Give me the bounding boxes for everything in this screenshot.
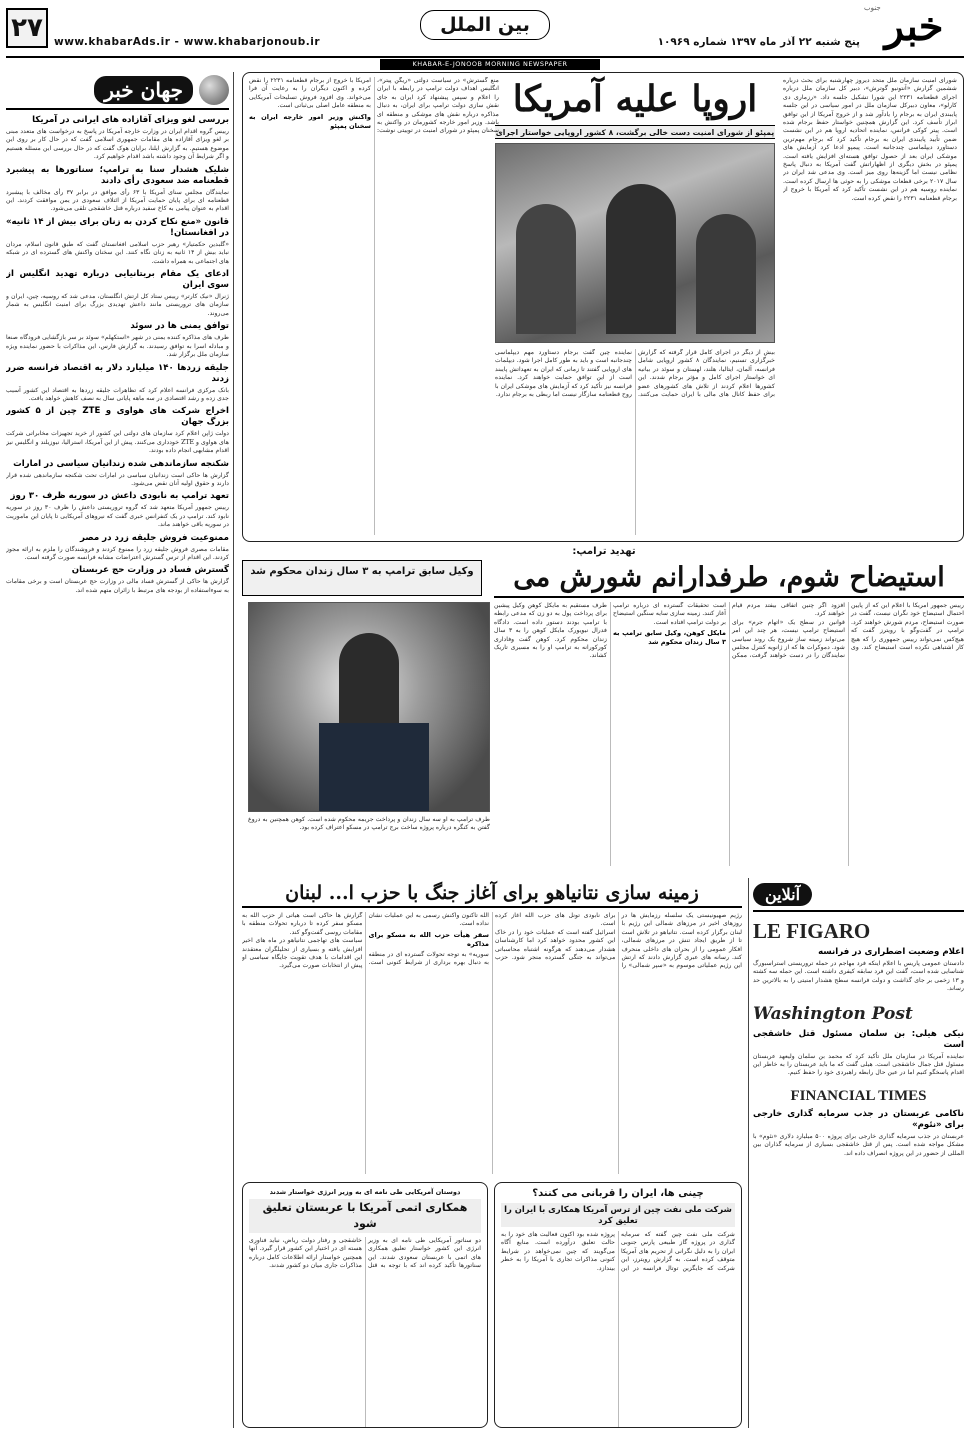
page-number-value: ۲۷ [11, 13, 43, 43]
logo-text: خبر [884, 3, 944, 50]
online-item-title: اعلام وضعیت اضطراری در فرانسه [818, 947, 964, 957]
nuclear-box [242, 1182, 488, 1428]
globe-icon [199, 75, 229, 105]
lead-subtitle: پمپئو از شورای امنیت دست خالی برگشت، ۸ کشور اروپایی خواستار اجرای [495, 125, 775, 139]
world-news-item [6, 269, 229, 318]
world-news-item-title: قانون «منع نکاح کردن به زنان برای بیش از ۱۴ ثانیه» در افغانستان! [6, 216, 229, 238]
nuclear-title: همکاری اتمی آمریکا با عربستان تعلیق شود [249, 1199, 481, 1233]
china-title: شرکت ملی نفت چین از ترس آمریکا همکاری با ایران را تعلیق کرد [501, 1203, 735, 1227]
online-item-source: LE FIGARO [753, 919, 871, 943]
trump-text-right [494, 602, 964, 866]
date-line: پنج شنبه ۲۲ آذر ماه ۱۳۹۷ شماره ۱۰۹۶۹ [657, 36, 860, 48]
section-title: بین الملل [420, 10, 550, 40]
world-news-item-title: ممنوعیت فروش جلیقه زرد در مصر [80, 532, 229, 543]
online-item [753, 1002, 964, 1078]
world-news-item-title: گسترش فساد در وزارت حج عربستان [71, 565, 229, 576]
world-news-item-title: توافق یمنی ها در سوئد [130, 321, 229, 332]
lebanon-col1: رژیم صهیونیستی یک سلسله رزمایش ها در روزهای اخیر در مرزهای شمالی این رژیم با لبنان برگزار کرده است. نتانیاهو در تلاش است تا از طریق ایجاد تنش در مرزهای شمالی، افکار عمومی را از بحران های داخلی منحرف کند. رسانه های عبری گزارش دادند که ارتش این رژیم عملیاتی موسوم به «سپر شمالی» را برای نابودی تونل های حزب الله آغاز کرده است. [495, 912, 742, 970]
online-item-source: Washington Post [753, 1003, 913, 1024]
nuclear-body: دو سناتور آمریکایی طی نامه ای به وزیر انرژی این کشور خواستار تعلیق همکاری های اتمی با عربستان سعودی شدند. این سناتورها تأکید کرده اند که با توجه به قتل خاشقجی و رفتار دولت ریاض، نباید فناوری هسته ای در اختیار این کشور قرار گیرد. آنها همچنین خواستار ارائه اطلاعات کامل درباره مذاکرات جاری میان دو کشور شدند. [249, 1237, 481, 1270]
lead-col-right-text: شورای امنیت سازمان ملل متحد دیروز چهارشنبه برای بحث درباره ششمین گزارش «آنتونیو گوترش»، دبیر کل سازمان ملل درباره اجرای قطعنامه ۲۲۳۱ این شورا تشکیل جلسه داد. «رزماری دی کارلو»، معاون دبیرکل سازمان ملل در امور سیاسی در این جلسه پایبندی ایران به برجام را یادآور شد و از خروج آمریکا از این توافق ابراز تأسف کرد. این گزارش همچنین خواستار حفظ برجام شده است. پیتر کوکی فرانس، نماینده اتحادیه اروپا هم در این نشست ضمن تأیید پایبندی ایران به برجام تأکید کرد که برجام مهم‌ترین دستاورد دیپلماسی چندجانبه است. پیمپو ادعا کرد آزمایش های موشکی ایران بعد از حصول توافق هسته‌ای افزایش یافته است. پمپئو در بخش دیگری از اظهاراتش گفت آمریکا به دنبال پاسخ نظامی نیست اما گزینه‌ها روی میز است. وی مدعی شد ایران در سال ۲۰۱۷ برخی قطعات موشکی را به حوثی ها ارسال کرده است. نماینده روسیه هم در این نشست تأکید کرد که آمریکا با خروج از برجام قطعنامه ۲۲۳۱ را نقض کرده است. [783, 77, 957, 202]
world-news-item [6, 363, 229, 404]
china-kicker: چینی ها، ایران را قربانی می کنند؟ [532, 1188, 704, 1199]
nuclear-kicker: دوستان آمریکایی طی نامه ای به وزیر انرژی خواستار شدند [269, 1188, 461, 1196]
china-box [494, 1182, 742, 1428]
world-news-item [6, 565, 229, 595]
trump-title: استیضاح شوم، طرفدارانم شورش می [494, 558, 964, 598]
world-news-item [6, 217, 229, 266]
world-news-item-title: جلیقه زردها ۱۴۰ میلیارد دلار به اقتصاد فرانسه ضرر زدند [6, 362, 229, 384]
english-name: KHABAR-E-JONOOB MORNING NEWSPAPER [412, 60, 568, 68]
online-item [753, 918, 964, 994]
lead-story [242, 72, 964, 542]
trump-photo-caption: مایکل کوهن، وکیل سابق ترامپ به ۳ سال زندان محکوم شد [613, 629, 726, 647]
trump-box-title: وکیل سابق ترامپ به ۳ سال زندان محکوم شد [242, 560, 482, 596]
lead-col-left-heading: واکنش وزیر امور خارجه ایران به سخنان پمپئو [249, 112, 371, 130]
world-news-badge-label: جهان خبر [94, 76, 193, 104]
lebanon-title: زمینه سازی نتانیاهو برای آغاز جنگ با حزب ا... لبنان [242, 878, 742, 908]
world-news-item-title: شلیک هشدار سنا به ترامپ؛ سناتورها به پیشبرد قطعنامه ضد سعودی رأی دادند [6, 164, 229, 186]
lead-title: اروپا علیه آمریکا [512, 78, 758, 120]
world-news-item-body: نمایندگان مجلس سنای آمریکا با ۶۳ رأی موافق در برابر ۳۷ رأی مخالف با پیشبرد قطعنامه ای برای پایان حمایت آمریکا از ائتلاف سعودی در یمن موافقت کردند. این اقدام به عنوان پیامی به کاخ سفید درباره قتل خاشقجی تلقی می‌شود. [6, 188, 230, 213]
world-news-list [6, 110, 229, 595]
lead-col-right [783, 77, 957, 535]
world-news-item-body: ژنرال «نیک کارتر» رییس ستاد کل ارتش انگلستان، مدعی شد که روسیه، چین، ایران و سازمان های تروریستی مانند داعش تهدیدی بزرگ برای امنیت انگلیس به شمار می‌روند. [6, 293, 229, 317]
trump-col1: رییس جمهور آمریکا با اعلام این که از پایین احتمال استیضاح خود نگران نیست، گفت در صورت استیضاح، مردم شورش خواهند کرد. ترامپ در گفت‌وگو با رویترز گفت که هیچ‌کس نمی‌تواند رییس جمهوری را که هیچ کار اشتباهی نکرده است استیضاح کند. وی افزود اگر چنین اتفاقی بیفتد مردم قیام خواهند کرد. [732, 602, 964, 652]
online-item-source: FINANCIAL TIMES [790, 1087, 927, 1104]
trump-col4: طرف ترامپ به او سه سال زندان و پرداخت جریمه محکوم شده است. کوهن همچنین به دروغ گفتن به کنگره درباره پروژه ساخت برج ترامپ در مسکو اعتراف کرده بود. [248, 816, 490, 832]
online-item-body: دادستان عمومی پاریس با اعلام اینکه فرد مهاجم در حمله تروریستی استراسبورگ شناسایی شده است، گفت این فرد سابقه کیفری داشته است. این حمله سه کشته و ۱۳ زخمی بر جای گذاشت و دولت فرانسه سطح هشدار امنیتی را به بالاترین حد رساند. [753, 960, 964, 993]
trump-photo-podium [319, 723, 429, 812]
world-news-item [6, 115, 229, 162]
world-news-item [6, 533, 229, 563]
world-news-item-body: طرف های مذاکره کننده یمنی در شهر «استکهلم» سوئد بر سر بازگشایی فرودگاه صنعا و مبادله اسرا به توافق رسیدند. به گزارش فارس، این مذاکرات با حضور نماینده ویژه سازمان ملل برگزار شد. [6, 334, 229, 359]
trump-photo [248, 602, 490, 812]
world-news-item-body: گزارش ها حاکی است زندانیان سیاسی در امارات تحت شکنجه سازماندهی شده قرار دارند و حقوق اولیه آنان نقض می‌شود. [6, 471, 229, 487]
online-badge-label: آنلاین [753, 883, 812, 906]
world-news-item-title: اخراج شرکت های هواوی و ZTE چین از ۵ کشور بزرگ جهان [6, 406, 229, 428]
world-news-item-body: بانک مرکزی فرانسه اعلام کرد که تظاهرات جلیقه زردها به اقتصاد این کشور آسیب جدی زده و رشد اقتصادی در سه ماهه پایانی سال به نصف کاهش خواهد یافت. [6, 386, 229, 402]
world-news-item-body: دولت ژاپن اعلام کرد سازمان های دولتی این کشور از خرید تجهیزات مخابراتی شرکت های هواوی و ZTE خودداری می‌کنند. پیش از این آمریکا، استرالیا، نیوزیلند و انگلیس نیز اقدام مشابهی انجام داده بودند. [6, 430, 229, 455]
online-item-body: نماینده آمریکا در سازمان ملل تأکید کرد که محمد بن سلمان ولیعهد عربستان مسئول قتل جمال خاشقجی است. هیلی گفت که ما باید عربستان را به خاطر این اقدام پاسخگو کنیم اما در عین حال رابطه راهبردی خود را حفظ کنیم. [753, 1052, 964, 1077]
trump-story [242, 546, 964, 872]
world-news-item-body: «گلبدین حکمتیار» رهبر حزب اسلامی افغانستان گفت که طبق قانون اسلام، مردان نباید بیش از ۱۴ ثانیه به زنان نگاه کنند. این سخنان واکنش های گسترده ای در شبکه های اجتماعی به همراه داشت. [6, 240, 229, 265]
online-list [753, 918, 964, 1158]
lebanon-story [242, 878, 742, 1178]
lead-col-left [249, 77, 499, 535]
world-news-item-title: بررسی لغو ویزای آقازاده های ایرانی در آمریکا [32, 115, 229, 125]
world-news-item-body: گزارش ها حاکی از گسترش فساد مالی در وزارت حج عربستان است و برخی مقامات به سوءاستفاده از بودجه های مرتبط با زائران متهم شده اند. [6, 578, 229, 594]
world-news-item [6, 491, 229, 529]
world-news-badge [6, 72, 229, 110]
world-news-item-body: مقامات مصری فروش جلیقه زرد را ممنوع کردند و فروشندگان را ملزم به ارائه مجوز کردند. این اقدام از ترس گسترش اعتراضات مشابه فرانسه صورت گرفته است. [6, 545, 229, 561]
logo-sub: جنوب [864, 4, 881, 12]
trump-col2: قوانین در سطح یک «اتهام جرم» برای استیضاح ترامپ نیست، هر چند این امر می‌تواند زمینه ساز شروع یک روند سیاسی شود. دموکرات ها که از ژانویه کنترل مجلس نمایندگان را در دست خواهند گرفت، ممکن است تحقیقات گسترده ای درباره ترامپ آغاز کنند. زمینه سازی سایه سنگین استیضاح بر دولت ترامپ افتاده است. [613, 602, 845, 660]
world-news-item-body: رییس جمهور آمریکا متعهد شد که گروه تروریستی داعش را ظرف ۳۰ روز در سوریه نابود کند. ترامپ در یک کنفرانس خبری گفت که نیروهای آمریکایی تا پایان این ماموریت در سوریه باقی خواهند ماند. [6, 504, 229, 529]
lead-col-left-text: منع گسترش» در سیاست دولتی «ریگن پیتر»، انگلیس اهداف دولت ترامپ در رابطه با ایران را اعلام و سپس پیشنهاد کرد ایران به جای نقش سازی دولت ترامپ برای ایران، به دنبال مذاکره درباره نقش های موشکی و منطقه ای باشد. وزیر امور خارجه کشورمان در واکنش به سخنان پمپئو در شورای امنیت در توییتی نوشت: آمریکا با خروج از برجام قطعنامه ۲۲۳۱ را نقض کرده و اکنون دیگران را به رعایت آن فرا می‌خواند. وی افزود فروش تسلیحات آمریکایی به منطقه عامل اصلی بی‌ثباتی است. [249, 77, 499, 135]
lead-photo-figure [516, 204, 576, 334]
online-item-body: عربستان در جذب سرمایه گذاری خارجی برای پروژه ۵۰۰ میلیارد دلاری «نئوم» با مشکل مواجه شده است. پس از قتل خاشقجی بسیاری از سرمایه گذاران بین المللی از حضور در این پروژه انصراف داده اند. [753, 1132, 964, 1157]
online-column [748, 878, 964, 1428]
world-news-item [6, 459, 229, 489]
trump-col3: طرف مستقیم به مایکل کوهن وکیل پیشین برای پرداخت پول به دو زن که مدعی رابطه با ترامپ بودند دستور داده است. دادگاه فدرال نیویورک مایکل کوهن را به ۳ سال زندان محکوم کرد. کوهن گفت وفاداری کورکورانه به ترامپ او را به مسیری تاریک کشاند. [494, 602, 607, 660]
lead-photo-figure [696, 214, 756, 334]
world-news-item-title: شکنجه سازماندهی شده زندانیان سیاسی در امارات [13, 458, 229, 469]
china-body-wrap [501, 1231, 735, 1428]
online-item-title: نیکی هیلی: بن سلمان مسئول قتل خاشقجی است [753, 1028, 964, 1050]
lebanon-col3-heading: سفر هیأت حزب الله به مسکو برای مذاکره [368, 930, 489, 948]
newspaper-logo[interactable] [862, 2, 966, 58]
world-news-column [6, 72, 234, 1428]
world-news-item [6, 165, 229, 214]
nuclear-body-wrap [249, 1237, 481, 1428]
world-news-item-title: تعهد ترامپ به نابودی داعش در سوریه ظرف ۳۰ روز [10, 491, 229, 502]
china-body: شرکت ملی نفت چین گفته که سرمایه گذاری در پروژه گاز طبیعی پارس جنوبی ایران را به دلیل نگرانی از تحریم های آمریکا متوقف کرده است. به گزارش رویترز، این شرکت که جایگزین توتال فرانسه در این پروژه شده بود اکنون فعالیت های خود را به حالت تعلیق درآورده است. منابع آگاه می‌گویند که چین نمی‌خواهد در شرایط کنونی مذاکرات تجاری با آمریکا را به خطر بیندازد. [501, 1231, 735, 1272]
lebanon-text [242, 912, 742, 1174]
lebanon-col3: سوریه» به توجه تحولات گسترده ای در منطقه به دنبال بهره برداری از شرایط کنونی است. گزارش ها حاکی است هیأتی از حزب الله به مسکو سفر کرده تا درباره تحولات منطقه با مقامات روسی گفت‌وگو کند. [242, 912, 489, 967]
masthead-rule [6, 56, 964, 58]
online-item-title: ناکامی عربستان در جذب سرمایه گذاری خارجی برای «نئوم» [753, 1108, 964, 1130]
lead-photo [495, 143, 775, 343]
lead-photo-figure [606, 184, 676, 334]
masthead [0, 0, 970, 60]
world-news-item [6, 321, 229, 359]
world-news-item-body: رییس گروه اقدام ایران در وزارت خارجه آمریکا در پاسخ به درخواست های متعدد مبنی بر لغو ویزای آقازاده های مقامات جمهوری اسلامی گفت که در حال کار بر روی این موضوع هستیم. به گزارش ایلنا، برایان هوک گفت که در حال بررسی این مسئله هستیم و اگر شرایط آن وجود داشته باشد اقدام خواهیم کرد. [6, 128, 229, 161]
trump-kicker: تهدید ترامپ: [572, 546, 636, 557]
online-badge [753, 878, 964, 912]
lead-col-middle-text: بیش از دیگر در اجرای کامل قرار گرفته که گزارش خبرگزاری تسنیم، نمایندگان ۸ کشور اروپایی شامل فرانسه، آلمان، ایتالیا، هلند، لهستان و سوئد در بیانیه ای خواستار اجرای کامل و مؤثر برجام شدند. این کشورها اعلام کردند از تلاش های کشورهای عضو برای حفظ کانال های مالی با ایران حمایت می‌کنند. نماینده چین گفت برجام دستاورد مهم دیپلماسی چندجانبه است و باید به طور کامل اجرا شود. دیپلمات های اروپایی گفتند تا زمانی که ایران به تعهداتش پایبند است از این توافق حمایت خواهند کرد. نماینده فرانسه نیز تأکید کرد که آزمایش های موشکی ایران با روح قطعنامه سازگار نیست اما ربطی به برجام ندارد. [495, 349, 775, 399]
world-news-item [6, 406, 229, 455]
english-strip [380, 59, 600, 70]
world-news-item-title: ادعای یک مقام بریتانیایی درباره تهدید انگلیس از سوی ایران [6, 269, 229, 291]
online-item [753, 1086, 964, 1158]
page-number [6, 8, 48, 48]
lead-col-middle [495, 349, 775, 535]
websites[interactable]: www.khabarAds.ir - www.khabarjonoub.ir [54, 36, 321, 48]
lebanon-col4: سیاست های تهاجمی نتانیاهو در ماه های اخیر افزایش یافته و بسیاری از تحلیلگران معتقدند این اقدامات با هدف تقویت جایگاه سیاسی او پیش از انتخابات صورت می‌گیرد. [242, 937, 363, 970]
lebanon-col2: اسرائیل گفته است که عملیات خود را در خاک این کشور محدود خواهد کرد اما کارشناسان هشدار می‌دهند که هرگونه اشتباه محاسباتی می‌تواند به جنگی گسترده منجر شود. حزب الله تاکنون واکنش رسمی به این عملیات نشان نداده است. [368, 912, 616, 962]
trump-text-left [248, 816, 490, 866]
